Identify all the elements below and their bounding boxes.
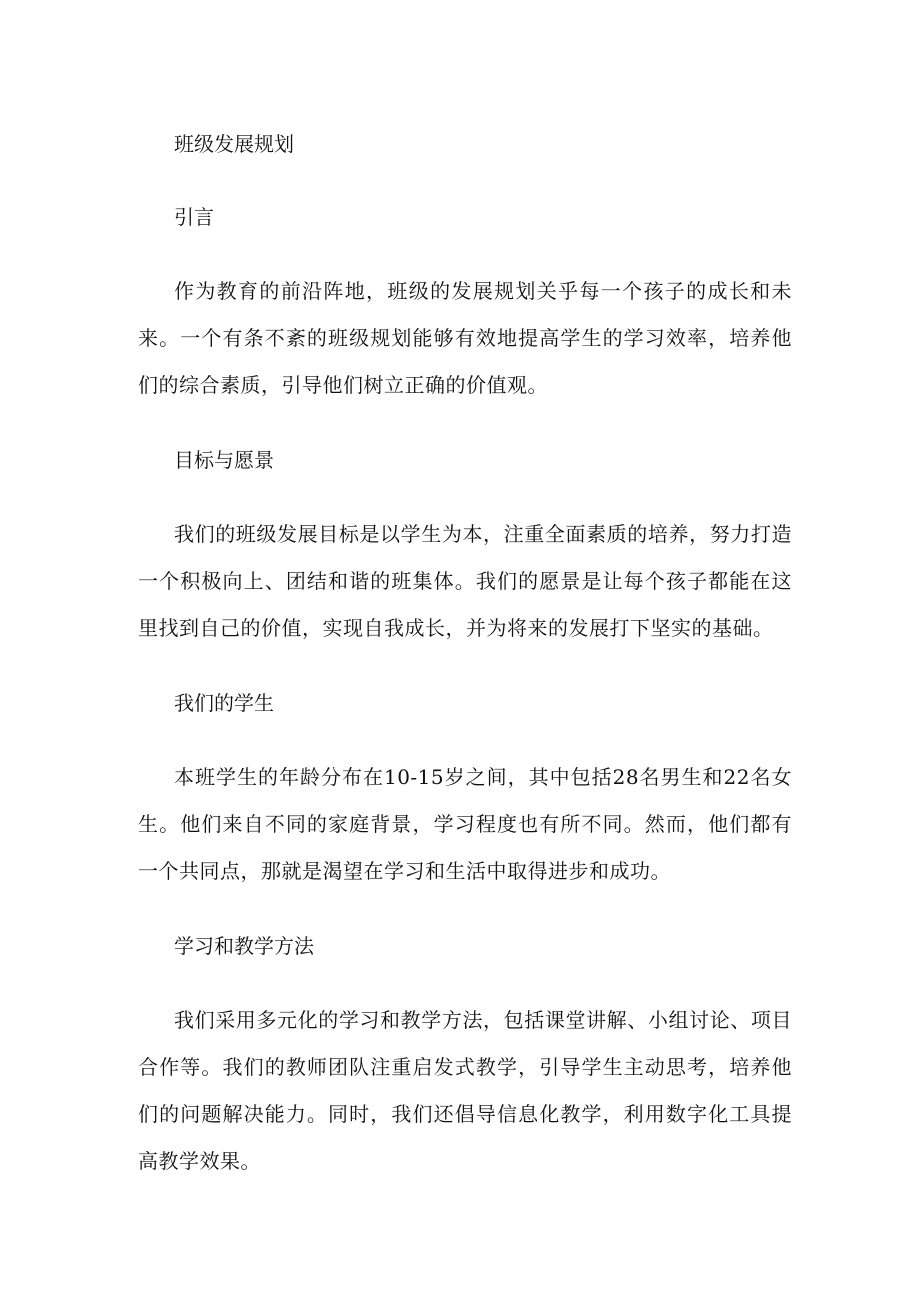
section-paragraph-methods: 我们采用多元化的学习和教学方法，包括课堂讲解、小组讨论、项目合作等。我们的教师团队注重启发式教学，引导学生主动思考，培养他们的问题解决能力。同时，我们还倡导信息化教学，利用数字化工具提高教学效果。 [138,1008,792,1173]
spacer [138,480,792,511]
section-heading-methods: 学习和教学方法 [174,934,314,958]
spacer [138,723,792,754]
spacer [138,409,792,440]
spacer [138,164,792,197]
spacer [138,966,792,997]
section-heading-students: 我们的学生 [174,691,274,715]
section-heading-intro: 引言 [174,205,214,229]
spacer [138,237,792,268]
section-paragraph-intro: 作为教育的前沿阵地，班级的发展规划关乎每一个孩子的成长和未来。一个有条不紊的班级规划能够有效地提高学生的学习效率，培养他们的综合素质，引导他们树立正确的价值观。 [138,279,792,397]
spacer [138,895,792,926]
section-heading-goals: 目标与愿景 [174,448,274,472]
document-content [138,124,792,1185]
spacer [138,652,792,683]
section-paragraph-goals: 我们的班级发展目标是以学生为本，注重全面素质的培养，努力打造一个积极向上、团结和谐的班集体。我们的愿景是让每个孩子都能在这里找到自己的价值，实现自我成长，并为将来的发展打下坚实的基础。 [138,522,792,640]
document-title: 班级发展规划 [174,132,294,156]
section-paragraph-students: 本班学生的年龄分布在10-15岁之间，其中包括28名男生和22名女生。他们来自不同的家庭背景，学习程度也有所不同。然而，他们都有一个共同点，那就是渴望在学习和生活中取得进步和成功。 [138,765,792,883]
